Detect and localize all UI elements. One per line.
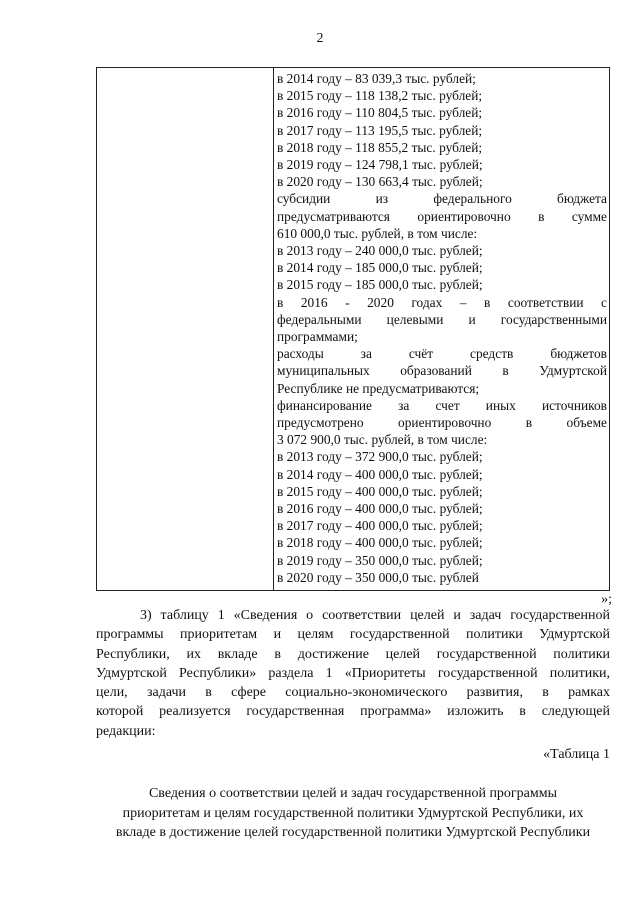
paragraph-line: программы приоритетам и целям государственной политики Удмуртской xyxy=(96,627,610,643)
heading-line: приоритетам и целям государственной политики Удмуртской Республики, их xyxy=(122,805,584,821)
paragraph-line: 3) таблицу 1 «Сведения о соответствии целей и задач государственной xyxy=(140,608,610,623)
paragraph-line: которой реализуется государственная программа» изложить в следующей xyxy=(96,704,610,720)
funding-line: предусмотрено ориентировочно в объеме xyxy=(277,415,607,431)
funding-line: субсидии из федерального бюджета xyxy=(277,191,607,207)
funding-line: в 2019 году – 124 798,1 тыс. рублей; xyxy=(277,157,483,173)
funding-text-cell xyxy=(277,70,607,586)
funding-line: программами; xyxy=(277,329,358,345)
funding-line: в 2020 году – 130 663,4 тыс. рублей; xyxy=(277,174,483,190)
funding-line: в 2017 году – 113 195,5 тыс. рублей; xyxy=(277,122,483,138)
funding-line: в 2015 году – 185 000,0 тыс. рублей; xyxy=(277,277,483,293)
column-divider xyxy=(273,68,274,590)
table-label: «Таблица 1 xyxy=(543,747,610,762)
funding-line: предусматриваются ориентировочно в сумме xyxy=(277,208,607,224)
funding-line: финансирование за счет иных источников xyxy=(277,397,607,413)
funding-line: в 2015 году – 400 000,0 тыс. рублей; xyxy=(277,483,483,499)
table-heading xyxy=(96,784,610,843)
funding-line: Республике не предусматриваются; xyxy=(277,380,480,396)
funding-line: в 2016 году – 110 804,5 тыс. рублей; xyxy=(277,105,483,121)
funding-line: в 2020 году – 350 000,0 тыс. рублей xyxy=(277,569,479,585)
funding-line: в 2016 - 2020 годах – в соответствии с xyxy=(277,294,607,310)
funding-line: в 2014 году – 83 039,3 тыс. рублей; xyxy=(277,71,476,86)
heading-line: Сведения о соответствии целей и задач государственной программы xyxy=(148,786,558,801)
funding-line: в 2013 году – 240 000,0 тыс. рублей; xyxy=(277,243,483,259)
funding-line: муниципальных образований в Удмуртской xyxy=(277,363,607,379)
paragraph-line: редакции: xyxy=(96,723,156,739)
funding-line: 610 000,0 тыс. рублей, в том числе: xyxy=(277,225,478,241)
heading-line: вкладе в достижение целей государственной политики Удмуртской Республики xyxy=(115,825,591,840)
funding-line: в 2019 году – 350 000,0 тыс. рублей; xyxy=(277,552,483,568)
funding-line: в 2014 году – 400 000,0 тыс. рублей; xyxy=(277,466,483,482)
funding-table xyxy=(96,67,610,591)
funding-line: 3 072 900,0 тыс. рублей, в том числе: xyxy=(277,432,488,448)
funding-line: федеральными целевыми и государственными xyxy=(277,311,607,327)
funding-line: в 2013 году – 372 900,0 тыс. рублей; xyxy=(277,449,483,465)
paragraph-line: Республики, их вкладе в достижение целей государственной политики xyxy=(96,646,610,662)
funding-line: в 2018 году – 400 000,0 тыс. рублей; xyxy=(277,535,483,551)
funding-line: в 2018 году – 118 855,2 тыс. рублей; xyxy=(277,139,483,155)
funding-line: в 2015 году – 118 138,2 тыс. рублей; xyxy=(277,88,483,104)
closing-quote: »; xyxy=(601,592,612,607)
page-number: 2 xyxy=(316,31,324,46)
paragraph-line: цели, задачи в сфере социально-экономического развития, в рамках xyxy=(96,685,610,701)
paragraph-line: Удмуртской Республики» раздела 1 «Приоритеты государственной политики, xyxy=(96,665,610,681)
funding-line: расходы за счёт средств бюджетов xyxy=(277,346,607,362)
funding-line: в 2014 году – 185 000,0 тыс. рублей; xyxy=(277,260,483,276)
funding-line: в 2016 году – 400 000,0 тыс. рублей; xyxy=(277,501,483,517)
amendment-paragraph xyxy=(96,606,610,741)
funding-line: в 2017 году – 400 000,0 тыс. рублей; xyxy=(277,518,483,534)
